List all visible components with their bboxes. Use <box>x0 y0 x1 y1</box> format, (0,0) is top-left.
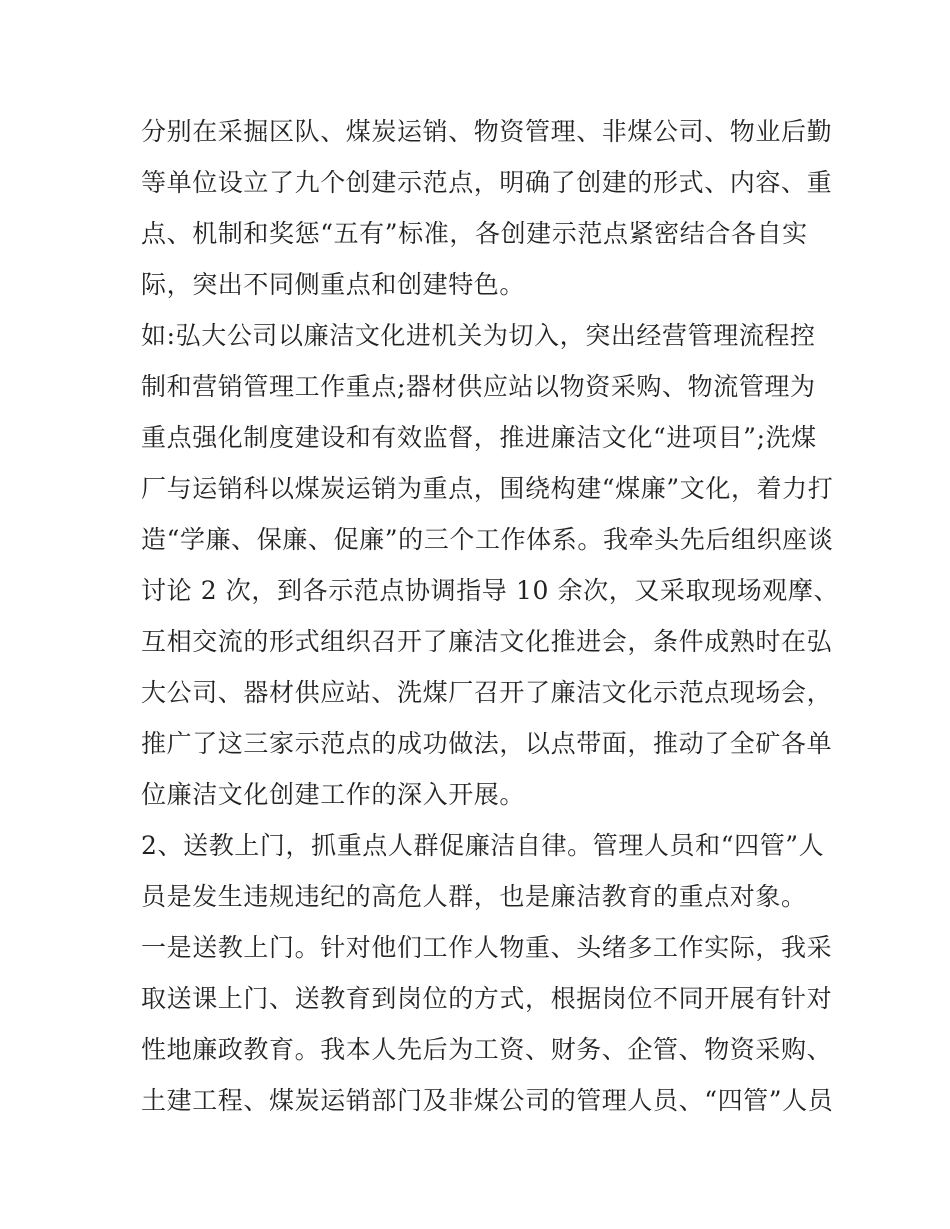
body-text <box>141 106 840 1126</box>
text-line: 推广了这三家示范点的成功做法，以点带面，推动了全矿各单 <box>141 729 833 758</box>
text-line: 点、机制和奖惩“五有”标准，各创建示范点紧密结合各自实 <box>141 219 808 248</box>
text-line: 厂与运销科以煤炭运销为重点，围绕构建“煤廉”文化，着力打 <box>141 474 834 503</box>
text-line: 重点强化制度建设和有效监督，推进廉洁文化“进项目”;洗煤 <box>141 423 817 452</box>
text-line: 2、送教上门，抓重点人群促廉洁自律。管理人员和“四管”人 <box>141 831 825 860</box>
text-line: 等单位设立了九个创建示范点，明确了创建的形式、内容、重 <box>141 168 833 197</box>
text-line: 互相交流的形式组织召开了廉洁文化推进会，条件成熟时在弘 <box>141 627 833 656</box>
text-line: 取送课上门、送教育到岗位的方式，根据岗位不同开展有针对 <box>141 984 833 1013</box>
text-line: 际，突出不同侧重点和创建特色。 <box>141 270 526 299</box>
text-line: 讨论 2 次，到各示范点协调指导 10 余次，又采取现场观摩、 <box>141 576 840 605</box>
text-line: 性地廉政教育。我本人先后为工资、财务、企管、物资采购、 <box>141 1035 833 1064</box>
text-line: 大公司、器材供应站、洗煤厂召开了廉洁文化示范点现场会， <box>141 678 833 707</box>
text-line: 土建工程、煤炭运销部门及非煤公司的管理人员、“四管”人员 <box>141 1086 834 1115</box>
text-line: 一是送教上门。针对他们工作人物重、头绪多工作实际，我采 <box>141 933 833 962</box>
text-line: 员是发生违规违纪的高危人群，也是廉洁教育的重点对象。 <box>141 882 807 911</box>
text-line: 分别在采掘区队、煤炭运销、物资管理、非煤公司、物业后勤 <box>141 117 833 146</box>
text-line: 如:弘大公司以廉洁文化进机关为切入，突出经营管理流程控 <box>141 321 816 350</box>
text-line: 制和营销管理工作重点;器材供应站以物资采购、物流管理为 <box>141 372 816 401</box>
text-line: 位廉洁文化创建工作的深入开展。 <box>141 780 526 809</box>
text-line: 造“学廉、保廉、促廉”的三个工作体系。我牵头先后组织座谈 <box>141 525 834 554</box>
